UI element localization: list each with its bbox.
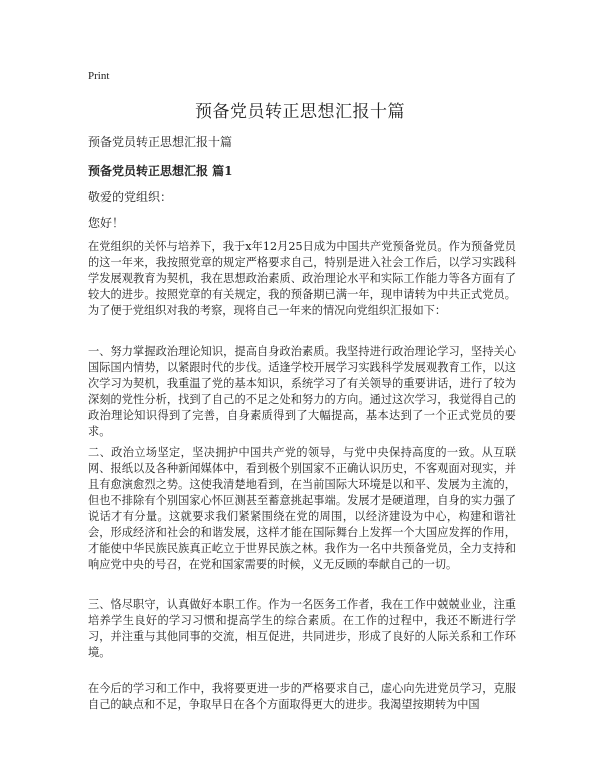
greeting: 您好！ <box>88 216 125 230</box>
salutation: 敬爱的党组织： <box>88 190 173 204</box>
paragraph-future-plan: 在今后的学习和工作中，我将要更进一步的严格要求自己，虚心向先进党员学习，克服自己的缺点和不足，争取早日在各个方面取得更大的进步。我渴望按期转为中国 <box>88 682 516 711</box>
print-link[interactable]: Print <box>88 70 110 82</box>
paragraph-political-stance: 二、政治立场坚定，坚决拥护中国共产党的领导，与党中央保持高度的一致。从互联网、报纸以及各种新闻媒体中，看到极个别国家不正确认识历史，不客观面对现实，并且有愈演愈烈之势。这使我清楚地看到，在当前国际大环境是以和平、发展为主流的，但也不排除有个别国家心怀叵测甚至蓄意挑起事端。发展才是硬道理，自身的实力强了说话才有分量。这就要求我们紧紧围绕在党的周围，以经济建设为中心，构建和谐社会，形成经济和社会的和谐发展，这样才能在国际舞台上发挥一个大国应发挥的作用，才能使中华民族民族真正屹立于世界民族之林。我作为一名中共预备党员，全力支持和响应党中央的号召，在党和国家需要的时候，义无反顾的奉献自己的一切。 <box>88 446 516 571</box>
document-subtitle: 预备党员转正思想汇报十篇 <box>88 135 233 149</box>
paragraph-intro: 在党组织的关怀与培养下，我于x年12月25日成为中国共产党预备党员。作为预备党员的这一年来，我按照党章的规定严格要求自己，特别是进入社会工作后，以学习实践科学发展观教育为契机，我在思想政治素质、政治理论水平和实际工作能力等各方面有了较大的进步。按照党章的有关规定，我的预备期已满一年，现申请转为中共正式党员。为了便于党组织对我的考察，现将自己一年来的情况向党组织汇报如下： <box>88 240 516 317</box>
page-title: 预备党员转正思想汇报十篇 <box>195 102 405 122</box>
paragraph-political-theory: 一、努力掌握政治理论知识，提高自身政治素质。我坚持进行政治理论学习，坚持关心国际国内情势，以紧跟时代的步伐。适逢学校开展学习实践科学发展观教育工作，以这次学习为契机，我重温了党的基本知识，系统学习了有关领导的重要讲话，进行了较为深刻的党性分析，找到了自己的不足之处和努力的方向。通过这次学习，我觉得自己的政治理论知识得到了完善，自身素质得到了大幅提高，基本达到了一个正式党员的要求。 <box>88 345 516 438</box>
section-heading: 预备党员转正思想汇报 篇1 <box>88 164 233 178</box>
paragraph-work-duty: 三、恪尽职守，认真做好本职工作。作为一名医务工作者，我在工作中兢兢业业，注重培养学生良好的学习习惯和提高学生的综合素质。在工作的过程中，我还不断进行学习，并注重与其他同事的交流，相互促进，共同进步，形成了良好的人际关系和工作环境。 <box>88 598 516 659</box>
